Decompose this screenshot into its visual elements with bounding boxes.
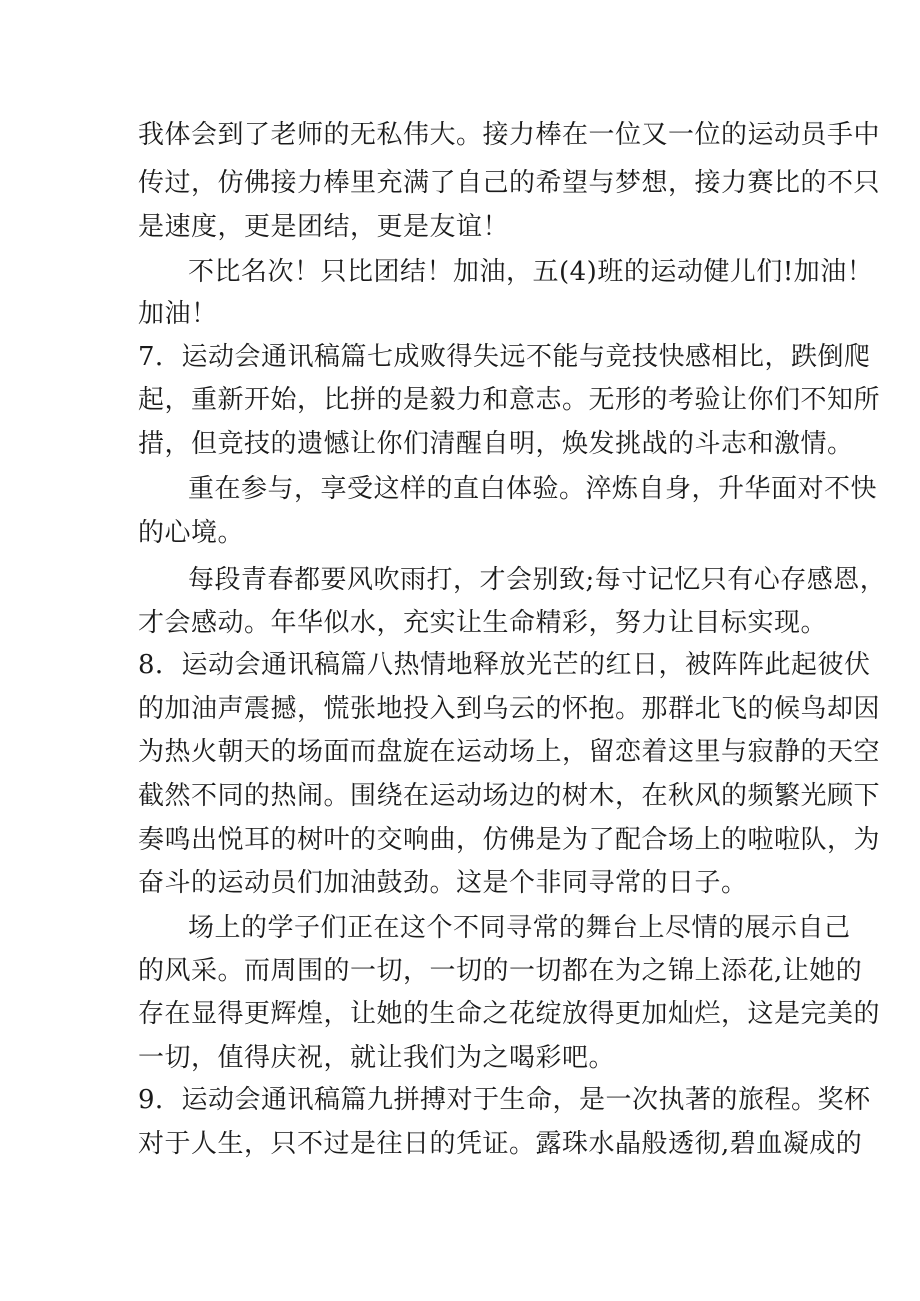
text-line: 措，但竞技的遗憾让你们清醒自明，焕发挑战的斗志和激情。 [138,429,854,459]
text-line: 我体会到了老师的无私伟大。接力棒在一位又一位的运动员手中 [138,120,881,150]
text-line: 截然不同的热闹。围绕在运动场边的树木，在秋风的频繁光顾下 [138,781,881,811]
text-line: 对于人生，只不过是往日的凭证。露珠水晶般透彻,碧血凝成的 [138,1129,863,1159]
text-line: 才会感动。年华似水，充实让生命精彩，努力让目标实现。 [138,608,828,638]
text-line: 重在参与，享受这样的直白体验。淬炼自身，升华面对不快 [188,474,878,504]
text-line: 是速度，更是团结，更是友谊！ [138,212,510,242]
text-line: 8．运动会通讯稿篇八热情地释放光芒的红日，被阵阵此起彼伏 [138,650,871,680]
text-line: 为热火朝天的场面而盘旋在运动场上，留恋着这里与寂静的天空 [138,737,881,767]
text-line: 传过，仿佛接力棒里充满了自己的希望与梦想，接力赛比的不只 [138,168,881,198]
text-line: 一切，值得庆祝，就让我们为之喝彩吧。 [138,1043,616,1073]
text-line: 加油！ [138,299,218,329]
text-line: 奏鸣出悦耳的树叶的交响曲，仿佛是为了配合场上的啦啦队，为 [138,825,881,855]
text-line: 每段青春都要风吹雨打，才会别致;每寸记忆只有心存感恩， [188,565,887,595]
text-line: 的加油声震撼，慌张地投入到乌云的怀抱。那群北飞的候鸟却因 [138,694,881,724]
text-line: 的风采。而周围的一切，一切的一切都在为之锦上添花,让她的 [138,956,863,986]
text-line: 7．运动会通讯稿篇七成败得失远不能与竞技快感相比，跌倒爬 [138,342,871,372]
text-line: 的心境。 [138,518,245,548]
text-line: 不比名次！只比团结！加油，五(4)班的运动健儿们!加油！ [188,257,874,287]
text-line: 场上的学子们正在这个不同寻常的舞台上尽情的展示自己 [188,913,851,943]
text-line: 奋斗的运动员们加油鼓劲。这是个非同寻常的日子。 [138,868,748,898]
text-line: 存在显得更辉煌，让她的生命之花绽放得更加灿烂，这是完美的 [138,999,881,1029]
text-line: 9．运动会通讯稿篇九拼搏对于生命，是一次执著的旅程。奖杯 [138,1085,871,1115]
text-line: 起，重新开始，比拼的是毅力和意志。无形的考验让你们不知所 [138,385,881,415]
